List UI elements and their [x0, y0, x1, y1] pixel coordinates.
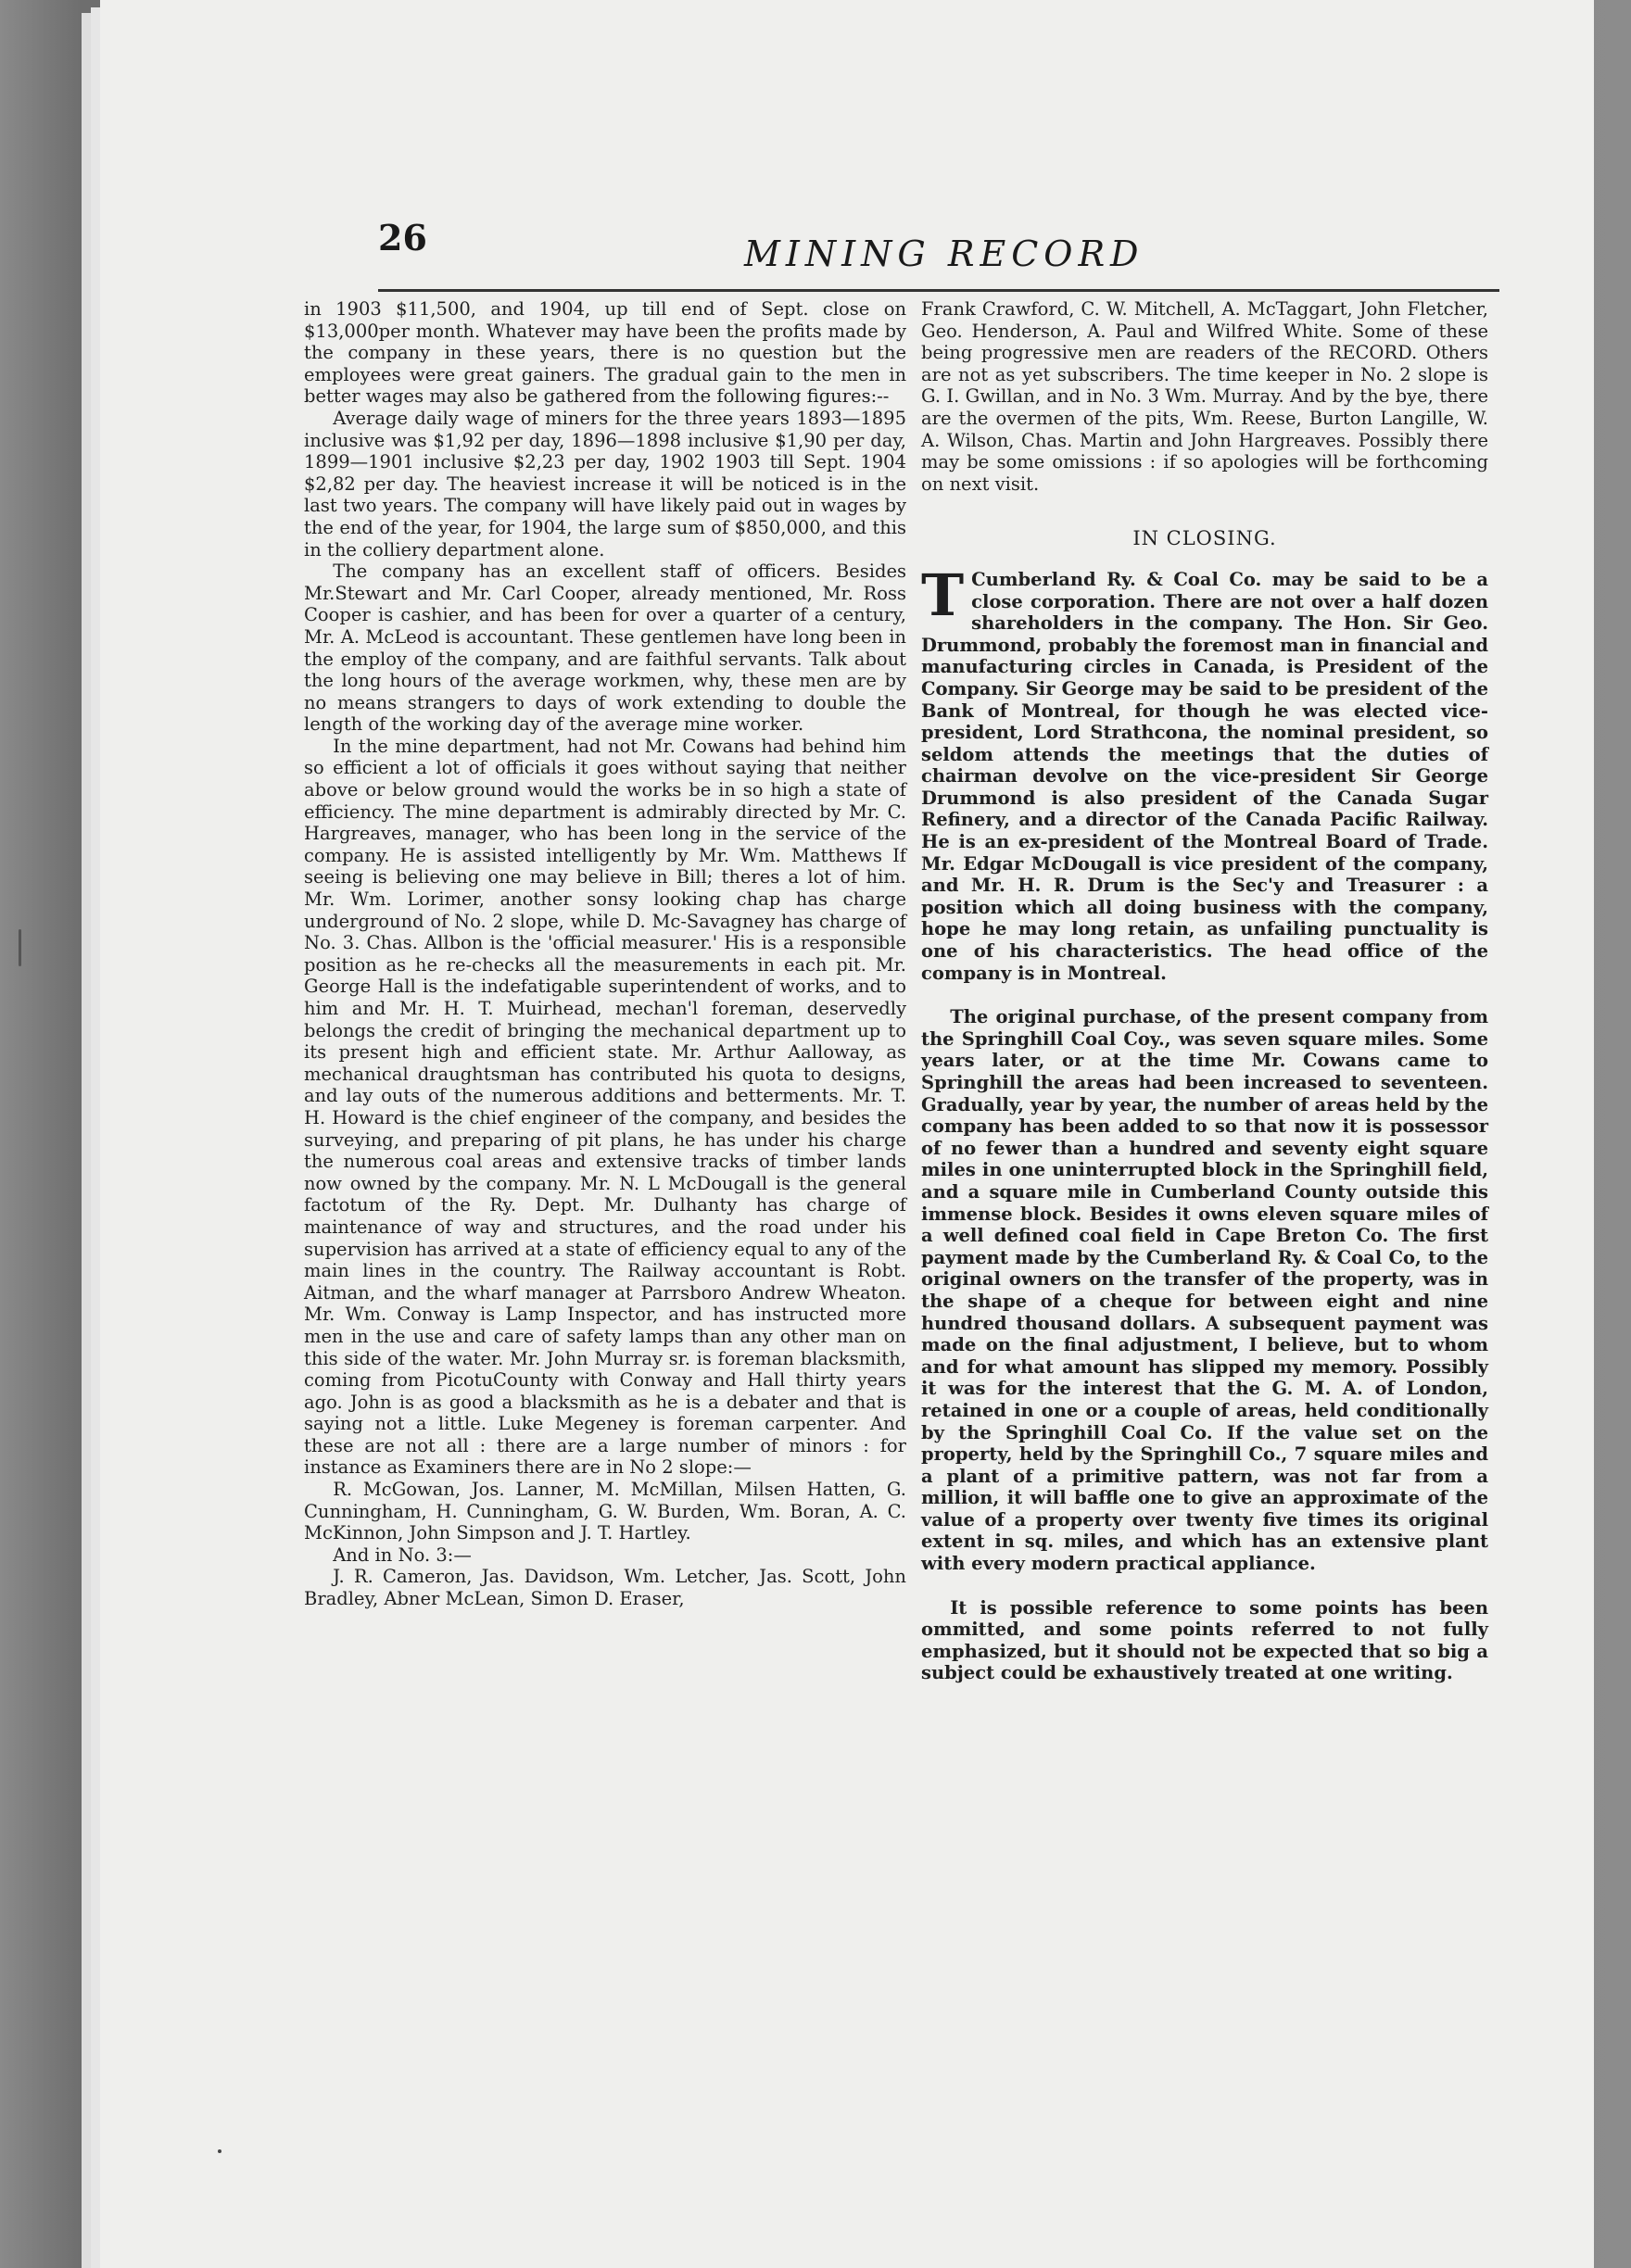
paragraph: in 1903 $11,500, and 1904, up till end of Sept. close on $13,000per month. Whatever may have been the profits made by the company in these years, there is no question but the employees were great gainers. The gradual gain to the men in better wages may also be gathered from the following figures:-- [304, 298, 906, 408]
header-rule [378, 289, 1499, 292]
paragraph: The company has an excellent staff of officers. Besides Mr.Stewart and Mr. Carl Cooper, already mentioned, Mr. Ross Cooper is cashier, and has been for over a quarter of a century, Mr. A. McLeod is accountant. These gentlemen have long been in the employ of the company, and are faithful servants. Talk about the long hours of the average workmen, why, these men are by no means strangers to days of work extending to double the length of the working day of the average mine worker. [304, 561, 906, 736]
left-column [304, 298, 906, 1610]
page-header [378, 217, 1499, 291]
page-number: 26 [378, 217, 427, 258]
right-column [921, 298, 1488, 1684]
paragraph: R. McGowan, Jos. Lanner, M. McMillan, Milsen Hatten, G. Cunningham, H. Cunningham, G. W. Burden, Wm. Boran, A. C. McKinnon, John Simpson and J. T. Hartley. [304, 1479, 906, 1544]
paragraph: J. R. Cameron, Jas. Davidson, Wm. Letcher, Jas. Scott, John Bradley, Abner McLean, Simon D. Eraser, [304, 1566, 906, 1610]
paragraph [921, 561, 1488, 984]
paragraph: It is possible reference to some points has been ommitted, and some points referred to not fully emphasized, but it should not be expected that so big a subject could be exhaustively treated at one writing. [921, 1596, 1488, 1684]
scan-speck [19, 929, 21, 966]
paragraph-text: Cumberland Ry. & Coal Co. may be said to be a close corporation. There are not over a half dozen shareholders in the company. The Hon. Sir Geo. Drummond, probably the foremost man in financial and manufacturing circles in Canada, is President of the Company. Sir George may be said to be president of the Bank of Montreal, for though he was elected vice-president, Lord Strathcona, the nominal president, so seldom attends the meetings that the duties of chairman devolve on the vice-president Sir George Drummond is also president of the Canada Sugar Refinery, and a director of the Canada Pacific Railway. He is an ex-president of the Montreal Board of Trade. Mr. Edgar McDougall is vice president of the company, and Mr. H. R. Drum is the Sec'y and Treasurer : a position which all doing business with the company, hope he may long retain, as unfailing punctuality is one of his characteristics. The head office of the company is in Montreal. [921, 568, 1488, 984]
section-heading: IN CLOSING. [1132, 527, 1277, 550]
paragraph: In the mine department, had not Mr. Cowans had behind him so efficient a lot of officials it goes without saying that neither above or below ground would the works be in so high a state of efficiency. The mine department is admirably directed by Mr. C. Hargreaves, manager, who has been long in the service of the company. He is assisted intelligently by Mr. Wm. Matthews If seeing is believing one may believe in Bill; theres a lot of him. Mr. Wm. Lorimer, another sonsy looking chap has charge underground of No. 2 slope, while D. Mc-Savagney has charge of No. 3. Chas. Allbon is the 'official measurer.' His is a responsible position as he re-checks all the measurements in each pit. Mr. George Hall is the indefatigable superintendent of works, and to him and Mr. H. T. Muirhead, mechan'l foreman, deservedly belongs the credit of bringing the mechanical department up to its present high and efficient state. Mr. Arthur Aalloway, as mechanical draughtsman has contributed his quota to designs, and lay outs of the numerous additions and betterments. Mr. T. H. Howard is the chief engineer of the company, and besides the surveying, and preparing of pit plans, he has under his charge the numerous coal areas and extensive tracks of timber lands now owned by the company. Mr. N. L McDougall is the general factotum of the Ry. Dept. Mr. Dulhanty has charge of maintenance of way and structures, and the road under his supervision has arrived at a state of efficiency equal to any of the main lines in the country. The Railway accountant is Robt. Aitman, and the wharf manager at Parrsboro Andrew Wheaton. Mr. Wm. Conway is Lamp Inspector, and has instructed more men in the use and care of safety lamps than any other man on this side of the water. Mr. John Murray sr. is foreman blacksmith, coming from PicotuCounty with Conway and Hall thirty years ago. John is as good a blacksmith as he is a debater and that is saying not a little. Luke Megeney is foreman carpenter. And these are not all : there are a large number of minors : for instance as Examiners there are in No 2 slope:— [304, 735, 906, 1479]
journal-title: MINING RECORD [744, 233, 1144, 274]
drop-cap: T [921, 561, 965, 629]
paragraph: Frank Crawford, C. W. Mitchell, A. McTaggart, John Fletcher, Geo. Henderson, A. Paul and Wilfred White. Some of these being progressive men are readers of the RECORD. Others are not as yet subscribers. The time keeper in No. 2 slope is G. I. Gwillan, and in No. 3 Wm. Murray. And by the bye, there are the overmen of the pits, Wm. Reese, Burton Langille, W. A. Wilson, Chas. Martin and John Hargreaves. Possibly there may be some omissions : if so apologies will be forthcoming on next visit. [921, 298, 1488, 495]
paragraph: The original purchase, of the present company from the Springhill Coal Coy., was seven square miles. Some years later, or at the time Mr. Cowans came to Springhill the areas had been increased to seventeen. Gradually, year by year, the number of areas held by the company has been added to so that now it is possessor of no fewer than a hundred and seventy eight square miles in one uninterrupted block in the Springhill field, and a square mile in Cumberland County outside this immense block. Besides it owns eleven square miles of a well defined coal field in Cape Breton Co. The first payment made by the Cumberland Ry. & Coal Co, to the original owners on the transfer of the property, was in the shape of a cheque for between eight and nine hundred thousand dollars. A subsequent payment was made on the final adjustment, I believe, but to whom and for what amount has slipped my memory. Possibly it was for the interest that the G. M. A. of London, retained in one or a couple of areas, held conditionally by the Springhill Coal Co. If the value set on the property, held by the Springhill Co., 7 square miles and a plant of a primitive pattern, was not far from a million, it will baffle one to give an approximate of the value of a property over twenty five times its original extent in sq. miles, and which has an extensive plant with every modern practical appliance. [921, 1006, 1488, 1575]
scan-speck [218, 2149, 221, 2153]
paragraph: Average daily wage of miners for the three years 1893—1895 inclusive was $1,92 per day, 1896—1898 inclusive $1,90 per day, 1899—1901 inclusive $2,23 per day, 1902 1903 till Sept. 1904 $2,82 per day. The heaviest increase it will be noticed is in the last two years. The company will have likely paid out in wages by the end of the year, for 1904, the large sum of $850,000, and this in the colliery department alone. [304, 407, 906, 561]
paragraph: And in No. 3:— [333, 1544, 472, 1566]
